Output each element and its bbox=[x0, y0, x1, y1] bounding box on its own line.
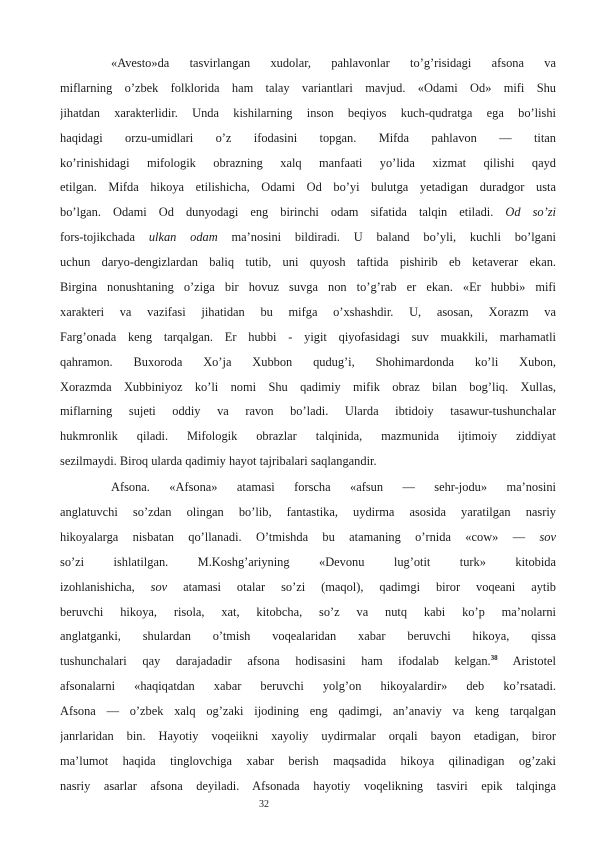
text-line: qahramon. Buxoroda Xo’ja Xubbon qudug’i, Shohimardonda ko’li Xubon, bbox=[60, 354, 556, 369]
italic-term: sov bbox=[539, 529, 556, 544]
text-line: hukmronlik qiladi. Mifologik obrazlar talqinida, mazmunida ijtimoiy ziddiyat bbox=[60, 429, 556, 444]
italic-term: Od so’zi bbox=[505, 205, 556, 220]
text-line: haqidagi orzu-umidlari o’z ifodasini topgan. Mifda pahlavon — titan bbox=[60, 130, 556, 145]
text-run: hikoyalarga nisbatan qo’llanadi. O’tmishda bu atamaning o’rnida «cow» — bbox=[60, 529, 540, 544]
text-line bbox=[60, 200, 556, 225]
text-line-last: sezilmaydi. Biroq ularda qadimiy hayot tajribalari saqlangandir. bbox=[60, 454, 377, 469]
body-text bbox=[60, 51, 556, 799]
text-line bbox=[60, 575, 556, 600]
paragraph-afsona bbox=[60, 475, 556, 799]
text-line: uchun daryo-dengizlardan baliq tutib, uni quyosh taftida pishirib eb ketaverar ekan. bbox=[60, 255, 556, 270]
italic-term: ulkan odam bbox=[148, 230, 218, 245]
footnote-marker: 38 bbox=[490, 654, 498, 663]
text-line: ko’rinishidagi mifologik obrazning xalq manfaati yo’lida xizmat qilishi qayd bbox=[60, 155, 556, 170]
text-run: izohlanishicha, bbox=[60, 579, 151, 594]
text-line: Xorazmda Xubbiniyoz ko’li nomi Shu qadimiy mifik obraz bilan bog’liq. Xullas, bbox=[60, 379, 556, 394]
text-line: «Avesto»da tasvirlangan xudolar, pahlavonlar to’g’risidagi afsona va bbox=[111, 56, 556, 70]
italic-term: sov bbox=[150, 579, 168, 594]
text-run: atamasi otalar so’zi (maqol), qadimgi biror voqeani aytib bbox=[167, 579, 556, 594]
text-line: so’zi ishlatilgan. M.Koshg’ariyning «Devonu lug’otit turk» kitobida bbox=[60, 554, 556, 569]
text-run: ma’nosini bildiradi. U baland bo’yli, kuchli bo’lgani bbox=[217, 230, 556, 245]
text-run: bo’lgan. Odami Od dunyodagi eng birinchi odam sifatida talqin etiladi. bbox=[60, 205, 506, 220]
text-line bbox=[60, 525, 556, 550]
text-line: nasriy asarlar afsona deyiladi. Afsonada hayotiy voqelikning tasviri epik talqinga bbox=[60, 778, 556, 793]
text-line: Afsona — o’zbek xalq og’zaki ijodining eng qadimgi, an’anaviy va keng tarqalgan bbox=[60, 704, 556, 719]
text-line: jihatdan xarakterlidir. Unda kishilarning inson beqiyos kuch-qudratga ega bo’lishi bbox=[60, 105, 556, 120]
text-line: miflarning o’zbek folklorida ham talay variantlari mavjud. «Odami Od» mifi Shu bbox=[60, 80, 556, 95]
text-line: janrlaridan bin. Hayotiy voqeiikni xayoliy uydirmalar orqali bayon etadigan, biror bbox=[60, 729, 556, 744]
page-number: 32 bbox=[259, 799, 269, 810]
text-line: anglatganki, shulardan o’tmish voqealaridan xabar beruvchi hikoya, qissa bbox=[60, 629, 556, 644]
text-line: ma’lumot haqida tinglovchiga xabar berish maqsadida hikoya qilinadigan og’zaki bbox=[60, 753, 556, 768]
text-line: Afsona. «Afsona» atamasi forscha «afsun — sehr-jodu» ma’nosini bbox=[111, 480, 556, 495]
text-line: Farg’onada keng tarqalgan. Er hubbi - yigit qiyofasidagi suv muakkili, marhamatli bbox=[60, 329, 556, 344]
text-line: etilgan. Mifda hikoya etilishicha, Odami Od bo’yi bulutga yetadigan duradgor usta bbox=[60, 180, 556, 195]
text-line: afsonalarni «haqiqatdan xabar beruvchi yolg’on hikoyalardir» deb ko’rsatadi. bbox=[60, 679, 556, 694]
text-line: anglatuvchi so’zdan olingan bo’lib, fantastika, uydirma asosida yaratilgan nasriy bbox=[60, 505, 556, 520]
text-line: Birgina nonushtaning o’ziga bir hovuz suvga non to’g’rab er ekan. «Er hubbi» mifi bbox=[60, 280, 556, 295]
text-line: beruvchi hikoya, risola, xat, kitobcha, so’z va nutq kabi ko’p ma’nolarni bbox=[60, 604, 556, 619]
text-run: tushunchalari qay darajadadir afsona hodisasini ham ifodalab kelgan. bbox=[60, 654, 491, 669]
text-line: xarakteri va vazifasi jihatidan bu mifga o’xshashdir. U, asosan, Xorazm va bbox=[60, 304, 556, 319]
text-run: fors-tojikchada bbox=[60, 230, 149, 245]
text-line bbox=[60, 225, 556, 250]
text-run: Aristotel bbox=[497, 654, 556, 669]
paragraph-avesto bbox=[60, 51, 556, 474]
text-line bbox=[60, 649, 556, 674]
text-line: miflarning sujeti oddiy va ravon bo’ladi. Ularda ibtidoiy tasawur-tushunchalar bbox=[60, 404, 556, 419]
